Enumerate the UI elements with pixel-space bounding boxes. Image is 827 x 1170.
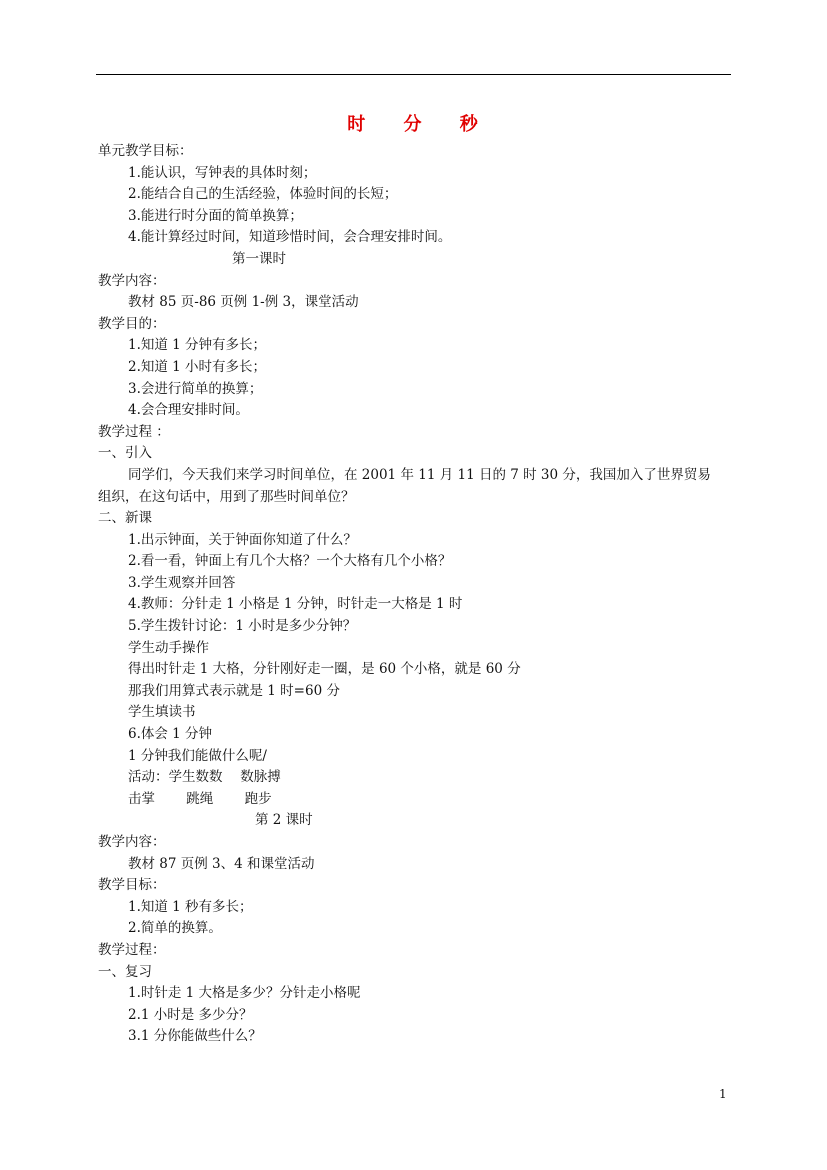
list-item: 2.简单的换算。 [128,920,222,937]
subsection-heading: 二、新课 [98,510,152,527]
text-line: 学生填读书 [128,704,196,721]
subsection-heading: 一、引入 [98,445,152,462]
page-title [0,110,827,136]
list-item: 4.会合理安排时间。 [128,402,249,419]
section-heading: 单元教学目标： [98,143,193,159]
text-line: 活动：学生数数 数脉搏 [128,769,281,786]
title-char-second: 秒 [459,114,480,135]
text-line: 击掌 跳绳 跑步 [128,790,272,807]
title-char-hour: 时 [347,114,368,135]
text-line: 得出时针走 1 大格，分针刚好走一圈，是 60 个小格，就是 60 分 [128,661,521,678]
title-char-minute: 分 [403,114,424,135]
page-number: 1 [719,1087,727,1101]
document-body [98,141,734,1048]
list-item: 4.能计算经过时间，知道珍惜时间，会合理安排时间。 [128,229,452,246]
list-item: 1.知道 1 秒有多长； [128,898,253,915]
list-item: 2.1 小时是 多少分？ [128,1006,253,1023]
subsection-heading: 一、复习 [98,963,152,980]
header-rule [96,74,731,75]
text-line: 学生动手操作 [128,639,209,656]
list-item: 1.能认识，写钟表的具体时刻； [128,164,317,181]
section-heading: 教学目标： [98,877,166,894]
list-item: 4.教师：分针走 1 小格是 1 分钟，时针走一大格是 1 时 [128,596,463,613]
list-item: 2.能结合自己的生活经验，体验时间的长短； [128,186,398,203]
list-item: 6.体会 1 分钟 [128,726,213,743]
list-item: 1.时针走 1 大格是多少？分针走小格呢 [128,985,361,1002]
lesson-heading: 第一课时 [232,250,286,267]
list-item: 1.知道 1 分钟有多长； [128,337,267,354]
list-item: 2.看一看，钟面上有几个大格？一个大格有几个小格？ [128,553,452,570]
section-heading: 教学过程： [98,941,166,958]
list-item: 2.知道 1 小时有多长； [128,358,267,375]
list-item: 3.1 分你能做些什么？ [128,1028,262,1045]
section-heading: 教学内容： [98,272,166,289]
list-item: 3.学生观察并回答 [128,574,236,591]
list-item: 3.能进行时分面的简单换算； [128,207,303,224]
text-line: 教材 87 页例 3、4 和课堂活动 [128,855,315,872]
list-item: 3.会进行简单的换算； [128,380,263,397]
lesson-heading: 第 2 课时 [255,812,313,829]
text-line: 教材 85 页-86 页例 1-例 3，课堂活动 [128,294,359,311]
text-line: 1 分钟我们能做什么呢/ [128,747,267,764]
section-heading: 教学过程 ： [98,423,170,440]
text-line: 那我们用算式表示就是 1 时=60 分 [128,682,340,699]
paragraph-line: 组织，在这句话中，用到了那些时间单位？ [98,488,355,505]
paragraph-line: 同学们，今天我们来学习时间单位，在 2001 年 11 月 11 日的 7 时 30 分，我国加入了世界贸易 [128,466,711,483]
list-item: 5.学生拨针讨论：1 小时是多少分钟？ [128,618,357,635]
list-item: 1.出示钟面，关于钟面你知道了什么？ [128,531,357,548]
section-heading: 教学目的： [98,315,166,332]
section-heading: 教学内容： [98,834,166,850]
